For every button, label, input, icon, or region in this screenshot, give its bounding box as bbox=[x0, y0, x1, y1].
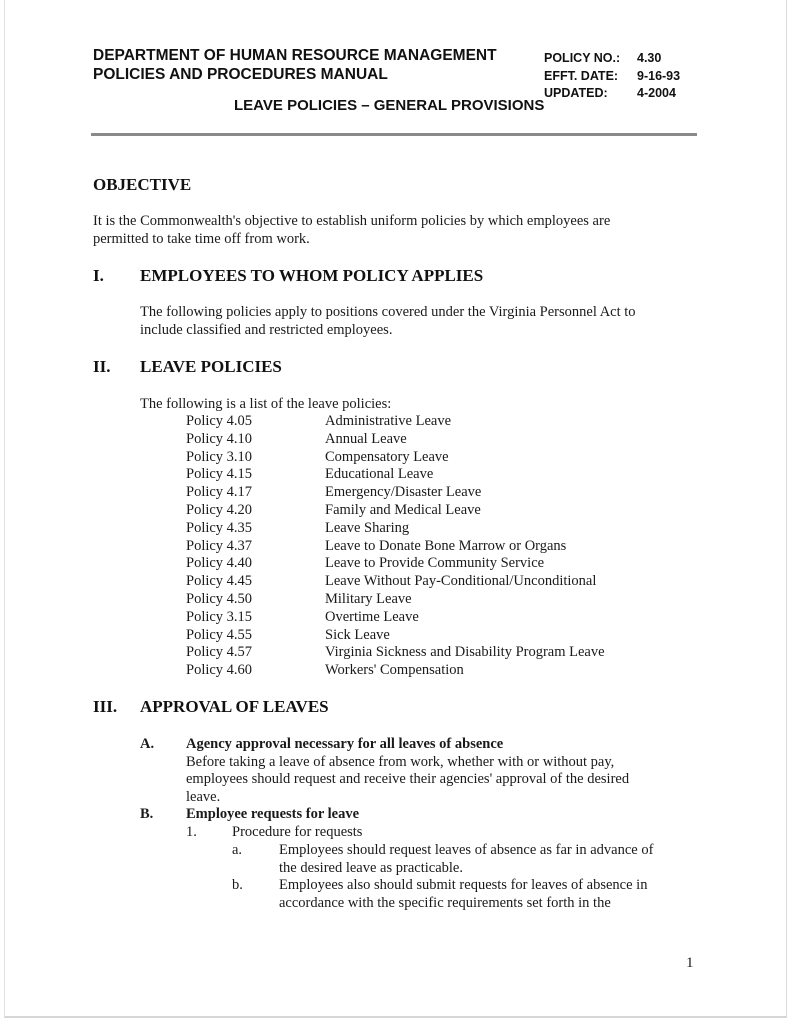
item-1-title: Procedure for requests bbox=[232, 824, 363, 840]
page-number: 1 bbox=[686, 955, 694, 971]
section-2-intro: The following is a list of the leave policies: bbox=[140, 396, 392, 412]
subsection-a-line-2: employees should request and receive their agencies' approval of the desired bbox=[186, 771, 630, 787]
policy-name: Emergency/Disaster Leave bbox=[325, 484, 482, 501]
policy-name: Leave Sharing bbox=[325, 519, 410, 536]
section-number: I. bbox=[93, 266, 104, 285]
subsection-a bbox=[186, 736, 629, 806]
meta-value: 4.30 bbox=[637, 51, 662, 65]
item-1b-letter: b. bbox=[232, 877, 243, 893]
policy-code: Policy 3.15 bbox=[186, 608, 253, 625]
policy-code: Policy 4.35 bbox=[186, 519, 253, 536]
section-title: APPROVAL OF LEAVES bbox=[140, 697, 329, 716]
section-number: III. bbox=[93, 697, 118, 716]
policy-name: Virginia Sickness and Disability Program Leave bbox=[325, 644, 605, 661]
meta-effective-date bbox=[544, 68, 680, 86]
policy-code: Policy 4.10 bbox=[186, 430, 253, 447]
header-organization bbox=[93, 46, 497, 84]
meta-label: EFFT. DATE: bbox=[544, 68, 619, 83]
meta-value: 4-2004 bbox=[637, 86, 676, 100]
item-1a-line-1: Employees should request leaves of absence as far in advance of bbox=[279, 842, 654, 858]
objective-text bbox=[93, 212, 610, 248]
meta-policy-no bbox=[544, 50, 680, 68]
policy-code: Policy 4.57 bbox=[186, 644, 253, 661]
policy-code: Policy 3.10 bbox=[186, 448, 253, 465]
policy-code: Policy 4.20 bbox=[186, 501, 253, 518]
section-1-text bbox=[140, 303, 636, 339]
policy-name: Sick Leave bbox=[325, 626, 390, 643]
meta-value: 9-16-93 bbox=[637, 68, 681, 83]
section-1-line-1: The following policies apply to positions covered under the Virginia Personnel Act to bbox=[140, 304, 636, 320]
policy-name: Annual Leave bbox=[325, 430, 407, 447]
policy-code: Policy 4.37 bbox=[186, 537, 253, 554]
subsection-b-letter: B. bbox=[140, 806, 154, 822]
item-1a-text bbox=[279, 842, 653, 877]
header-divider bbox=[91, 133, 697, 136]
org-line-1: DEPARTMENT OF HUMAN RESOURCE MANAGEMENT bbox=[93, 47, 497, 64]
policy-name: Military Leave bbox=[325, 590, 412, 607]
policy-code: Policy 4.05 bbox=[186, 413, 253, 429]
item-1b-line-2: accordance with the specific requirements set forth in the bbox=[279, 894, 611, 911]
policy-name: Administrative Leave bbox=[325, 413, 452, 429]
meta-label: POLICY NO.: bbox=[544, 51, 621, 65]
section-1-heading bbox=[93, 266, 593, 288]
objective-line-1: It is the Commonwealth's objective to establish uniform policies by which employees are bbox=[93, 213, 611, 229]
subsection-a-line-3: leave. bbox=[186, 788, 221, 805]
section-title: LEAVE POLICIES bbox=[140, 357, 282, 376]
policy-name: Leave to Donate Bone Marrow or Organs bbox=[325, 537, 567, 554]
policy-name: Leave to Provide Community Service bbox=[325, 555, 545, 572]
policy-name: Overtime Leave bbox=[325, 608, 419, 625]
policy-code: Policy 4.17 bbox=[186, 484, 253, 501]
policy-name: Family and Medical Leave bbox=[325, 501, 481, 518]
meta-label: UPDATED: bbox=[544, 86, 608, 100]
policy-code: Policy 4.15 bbox=[186, 466, 253, 483]
item-1a-letter: a. bbox=[232, 842, 243, 858]
policy-code: Policy 4.55 bbox=[186, 626, 253, 643]
subsection-b-title: Employee requests for leave bbox=[186, 806, 360, 822]
item-1a-line-2: the desired leave as practicable. bbox=[279, 859, 463, 876]
item-1b-text bbox=[279, 877, 647, 912]
policy-name: Workers' Compensation bbox=[325, 662, 464, 679]
section-2-heading bbox=[93, 357, 593, 379]
item-1b-line-1: Employees also should submit requests for leaves of absence in bbox=[279, 877, 648, 893]
meta-updated bbox=[544, 85, 680, 103]
objective-heading: OBJECTIVE bbox=[93, 175, 192, 194]
policy-code: Policy 4.60 bbox=[186, 662, 253, 679]
header-meta bbox=[544, 50, 680, 103]
subsection-a-line-1: Before taking a leave of absence from work, whether with or without pay, bbox=[186, 753, 615, 770]
section-title: EMPLOYEES TO WHOM POLICY APPLIES bbox=[140, 266, 484, 285]
policy-code: Policy 4.50 bbox=[186, 590, 253, 607]
section-number: II. bbox=[93, 357, 111, 376]
policy-name: Compensatory Leave bbox=[325, 448, 449, 465]
item-1-number: 1. bbox=[186, 824, 197, 840]
section-3-heading bbox=[93, 697, 593, 719]
policy-name: Educational Leave bbox=[325, 466, 434, 483]
policy-name: Leave Without Pay-Conditional/Unconditional bbox=[325, 573, 597, 590]
org-line-2: POLICIES AND PROCEDURES MANUAL bbox=[93, 66, 388, 83]
subsection-a-letter: A. bbox=[140, 736, 155, 752]
objective-line-2: permitted to take time off from work. bbox=[93, 231, 310, 247]
subsection-a-title: Agency approval necessary for all leaves of absence bbox=[186, 736, 504, 752]
document-title: LEAVE POLICIES – GENERAL PROVISIONS bbox=[234, 97, 545, 114]
policy-code: Policy 4.45 bbox=[186, 573, 253, 590]
policy-code: Policy 4.40 bbox=[186, 555, 253, 572]
section-1-line-2: include classified and restricted employees. bbox=[140, 322, 393, 338]
